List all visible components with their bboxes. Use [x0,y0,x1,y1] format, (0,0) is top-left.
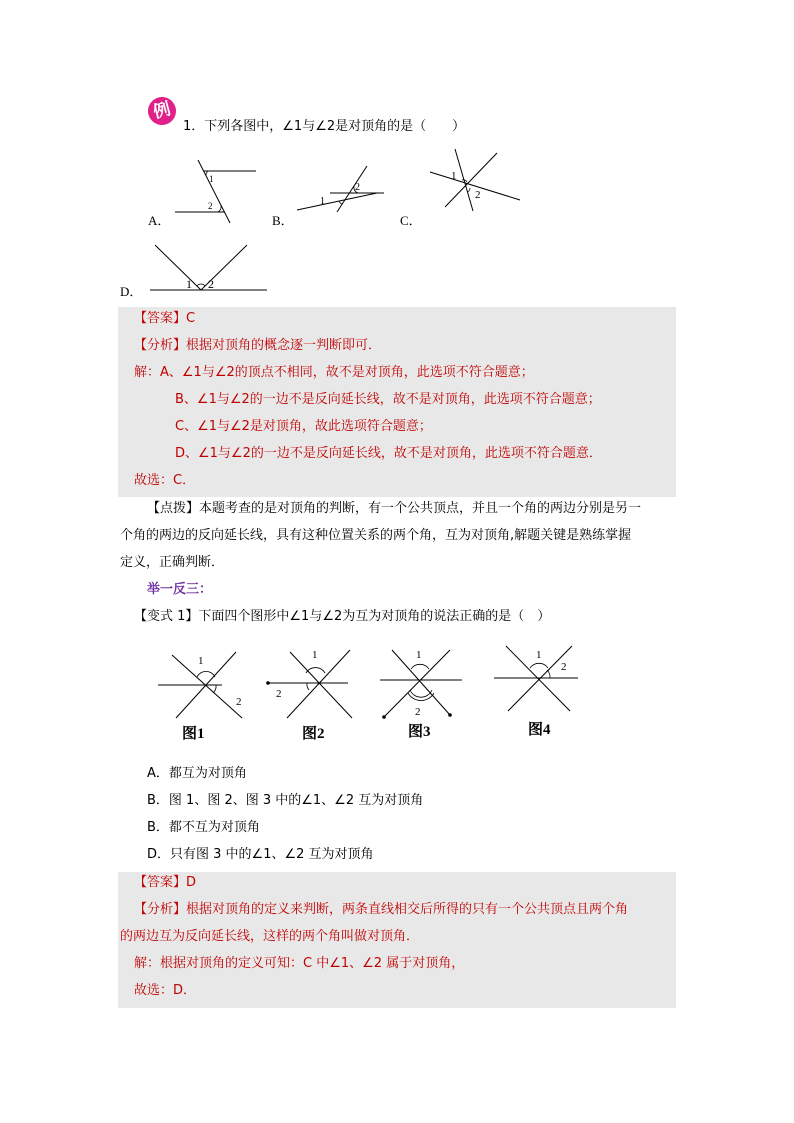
figure-3 [372,640,482,745]
figure-option-c [425,145,525,215]
fig-a-label-2: 2 [208,201,213,211]
figure-2 [262,640,372,745]
figure-option-a [170,155,265,227]
tip-line-2: 个角的两边的反向延长线，具有这种位置关系的两个角，互为对顶角,解题关键是熟练掌握 [120,528,632,543]
practice-analysis-line-2: 的两边互为反向延长线，这样的两个角叫做对顶角． [120,929,420,944]
option-c-label: C． [400,213,422,228]
tip-line-3: 定义，正确判断． [120,555,225,570]
question-text: 1．下列各图中，∠1与∠2是对顶角的是（ ） [183,119,466,134]
fig4-caption: 图4 [528,722,551,738]
variant-text: 下面四个图形中∠1与∠2为互为对顶角的说法正确的是（ ） [198,609,551,624]
fig3-label-1: 1 [416,649,422,661]
fig-d-label-1: 1 [186,277,192,291]
practice-answer-tag: 【答案】 [134,875,187,890]
practice-solution-line-2: 故选：D． [134,983,197,998]
fig-d-label-2: 2 [208,277,214,291]
practice-option-b: B．图 1、图 2、图 3 中的∠1、∠2 互为对顶角 [147,793,424,808]
practice-option-b2: B．都不互为对顶角 [147,820,260,835]
fig4-label-2: 2 [561,661,567,673]
variant-tag: 【变式 1】 [134,609,199,624]
solution-line-5: 故选：C． [134,473,196,488]
tip-line-1 [147,500,641,518]
practice-option-d: D．只有图 3 中的∠1、∠2 互为对顶角 [147,847,374,862]
solution-line-3: C、∠1与∠2是对顶角，故此选项符合题意； [175,419,432,434]
answer-value: C [186,311,196,326]
fig1-label-2: 2 [236,696,242,708]
solution-line-2: B、∠1与∠2的一边不是反向延长线，故不是对顶角，此选项不符合题意； [175,392,601,407]
option-b-label: B． [272,213,294,228]
figure-option-d [145,240,275,295]
fig3-label-2: 2 [415,706,421,718]
analysis-line [134,337,381,355]
practice-option-a: A．都互为对顶角 [147,766,247,781]
tip-text-1: 本题考查的是对顶角的判断，有一个公共顶点，并且一个角的两边分别是另一 [199,501,642,516]
practice-answer-line [134,874,196,892]
practice-analysis-line-1 [134,901,628,919]
fig3-caption: 图3 [408,724,431,740]
figure-4 [488,638,598,743]
fig-a-label-1: 1 [209,174,214,184]
solution-line-4: D、∠1与∠2的一边不是反向延长线，故不是对顶角，此选项不符合题意． [175,446,602,461]
example-badge: 例 [145,94,179,128]
fig2-caption: 图2 [302,726,325,742]
fig1-caption: 图1 [182,726,205,742]
practice-analysis-text-1: 根据对顶角的定义来判断，两条直线相交后所得的只有一个公共顶点且两个角 [186,902,629,917]
figure-1 [150,640,260,745]
solution-line-1: 解：A、∠1与∠2的顶点不相同，故不是对顶角，此选项不符合题意； [134,365,534,380]
fig1-label-1: 1 [198,655,204,667]
answer-line [134,310,195,328]
practice-answer-value: D [186,875,197,890]
analysis-tag: 【分析】 [134,338,187,353]
fig-c-label-1: 1 [451,170,457,182]
fig4-label-1: 1 [536,649,542,661]
fig-b-label-2: 2 [355,182,360,193]
practice-solution-line-1: 解：根据对顶角的定义可知：C 中∠1、∠2 属于对顶角， [134,956,465,971]
answer-tag: 【答案】 [134,311,187,326]
option-a-label: A． [148,213,171,228]
tip-tag: 【点拨】 [147,501,200,516]
variant-question [134,608,550,626]
option-d-label: D． [120,284,143,299]
analysis-text: 根据对顶角的概念逐一判断即可． [186,338,382,353]
figure-option-b [292,160,387,215]
fig2-label-1: 1 [312,649,318,661]
practice-heading: 举一反三： [147,582,213,597]
fig-c-label-2: 2 [475,189,481,201]
fig2-label-2: 2 [276,688,282,700]
practice-analysis-tag: 【分析】 [134,902,187,917]
fig-b-label-1: 1 [320,196,325,207]
